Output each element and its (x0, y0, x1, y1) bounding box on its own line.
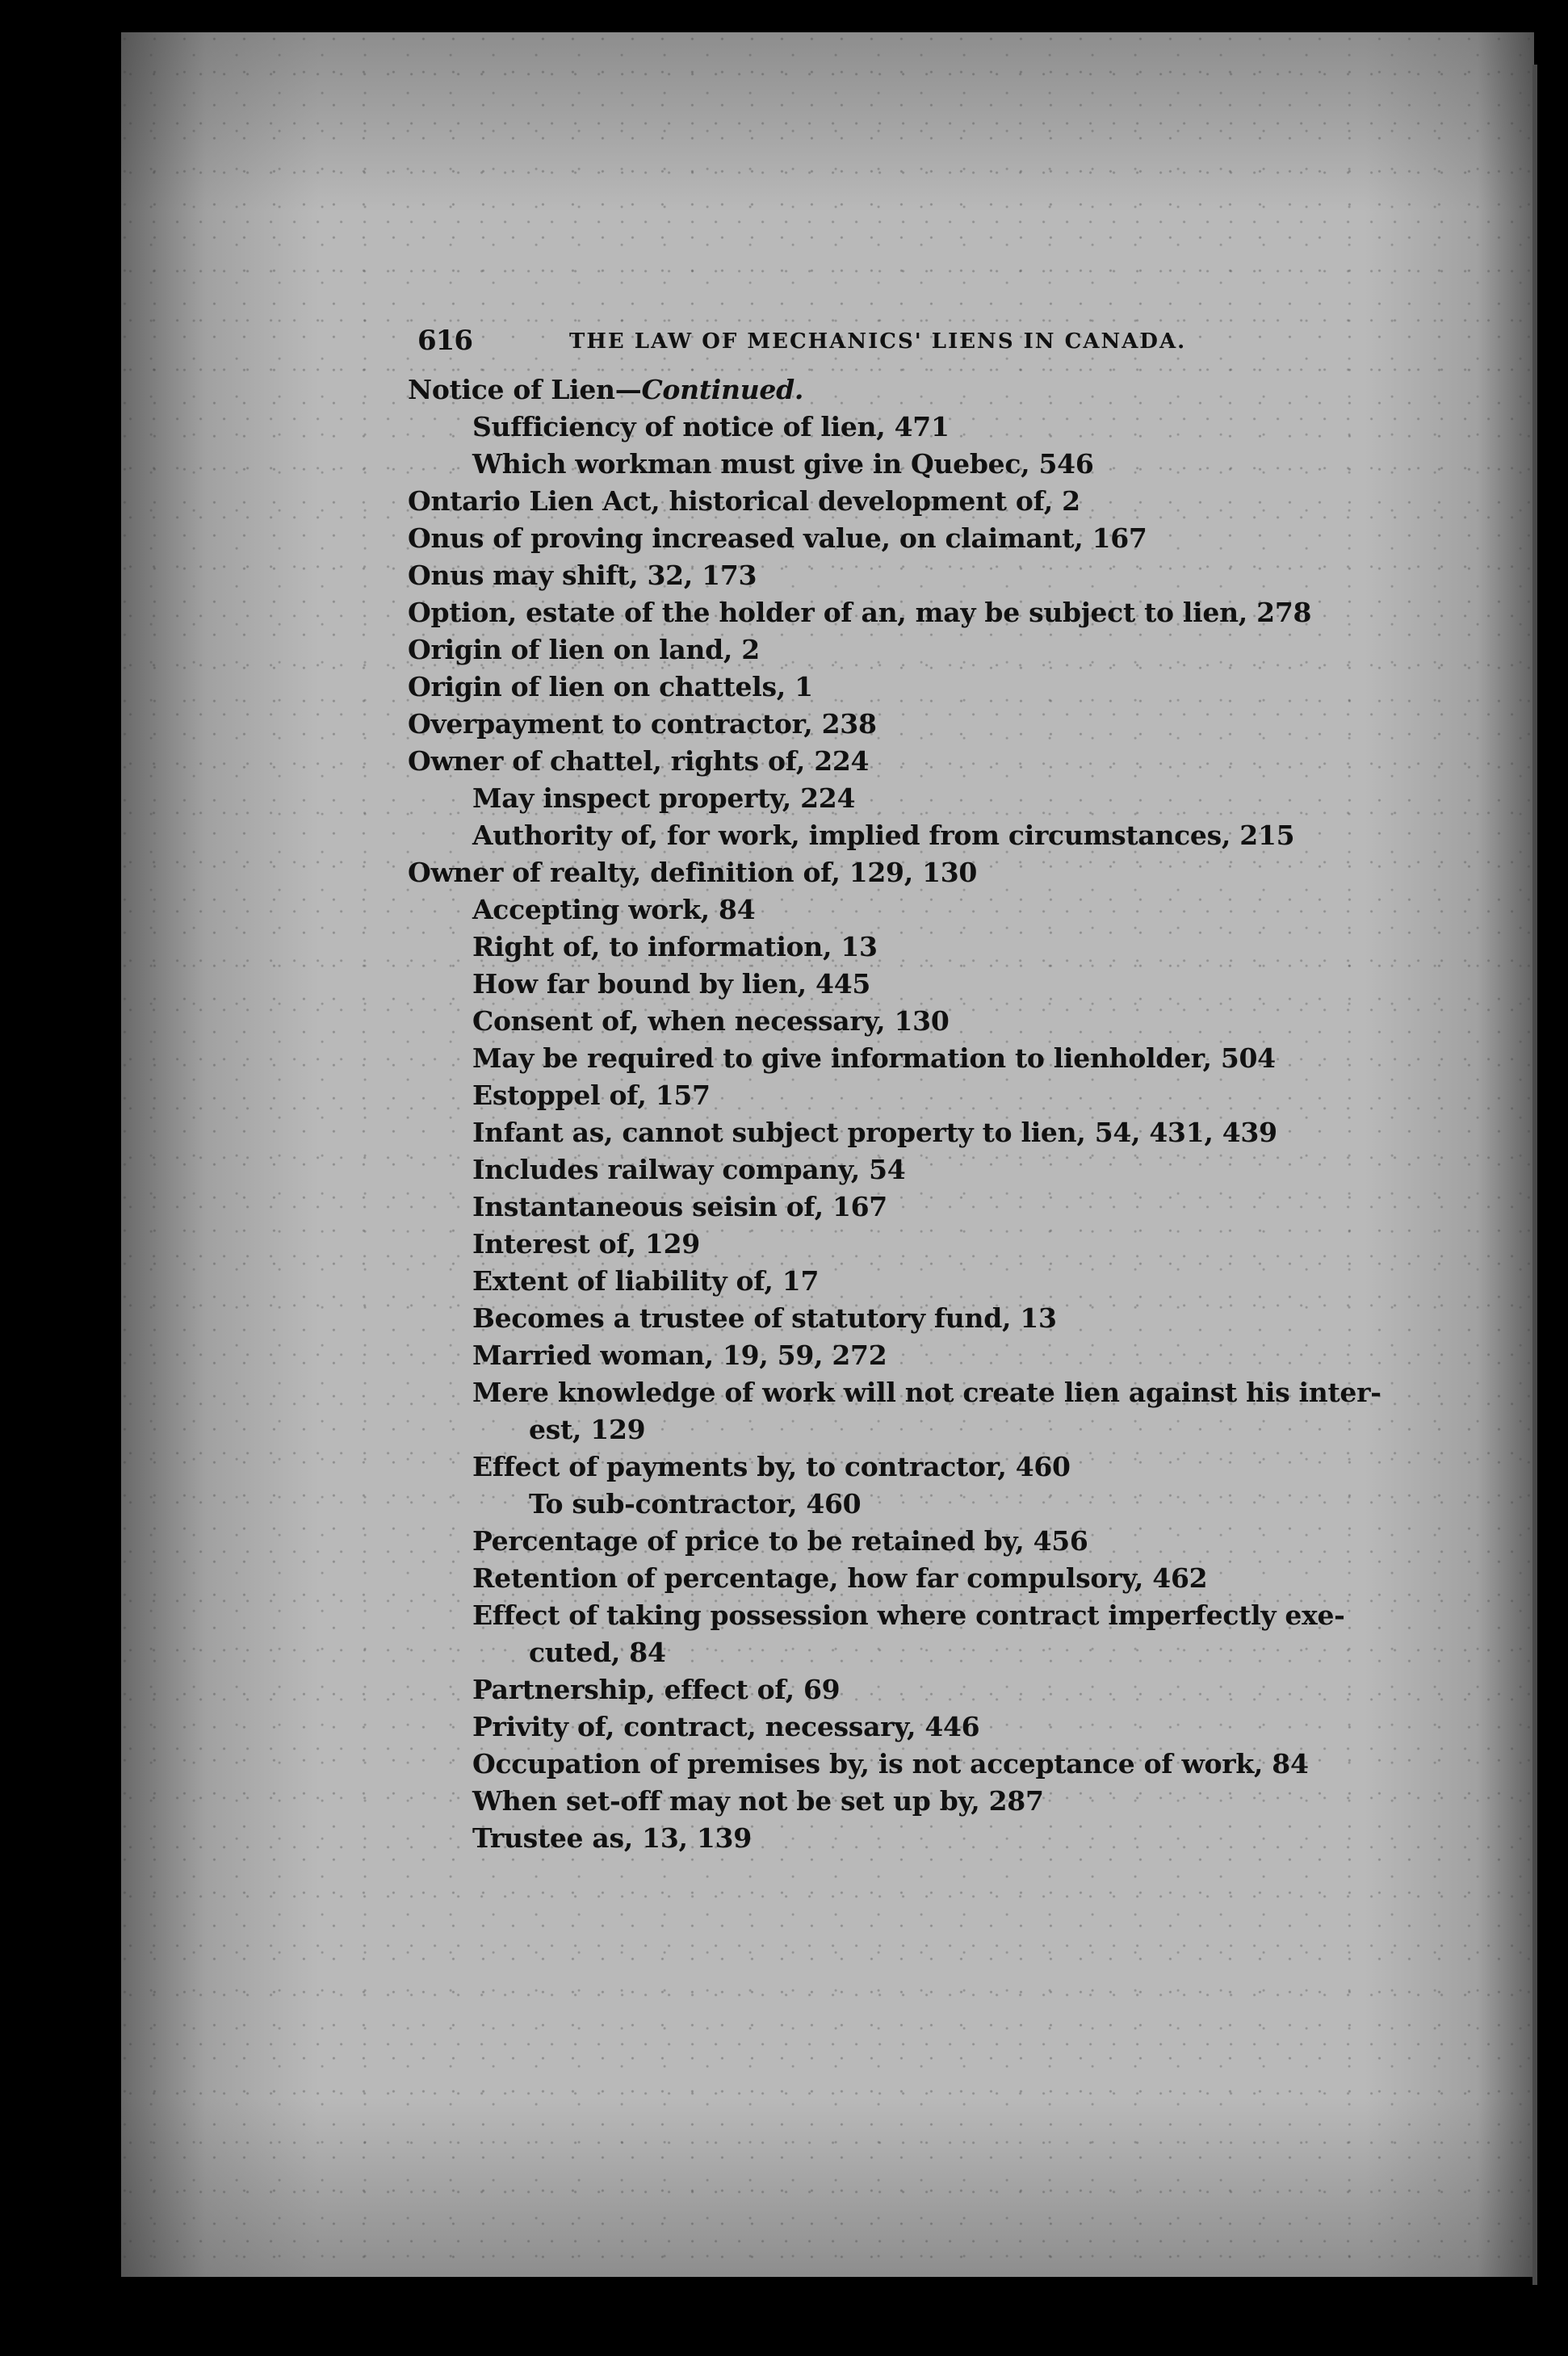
index-entry: Overpayment to contractor, 238 (408, 708, 877, 740)
index-subentry: Right of, to information, 13 (472, 931, 878, 962)
index-entry: Option, estate of the holder of an, may be subject to lien, 278 (408, 597, 1312, 628)
index-subentry: Trustee as, 13, 139 (472, 1822, 752, 1854)
continued-label: Continued. (641, 374, 804, 405)
index-subentry: Interest of, 129 (472, 1228, 700, 1260)
index-subsubentry: To sub-contractor, 460 (529, 1488, 862, 1520)
index-entry: Ontario Lien Act, historical development of, 2 (408, 485, 1080, 517)
index-subentry: Retention of percentage, how far compulsory, 462 (472, 1562, 1208, 1594)
index-subentry: Occupation of premises by, is not acceptance of work, 84 (472, 1748, 1309, 1780)
index-subentry: Married woman, 19, 59, 272 (472, 1339, 887, 1371)
index-subentry: Effect of payments by, to contractor, 460 (472, 1451, 1071, 1482)
page-edge (1532, 65, 1537, 2285)
index-subentry: Partnership, effect of, 69 (472, 1674, 841, 1705)
index-continuation: cuted, 84 (529, 1637, 666, 1668)
index-entry: Origin of lien on chattels, 1 (408, 671, 813, 702)
entry-text: Notice of Lien— (408, 374, 642, 405)
index-subentry: Percentage of price to be retained by, 456 (472, 1525, 1088, 1557)
index-subentry: Consent of, when necessary, 130 (472, 1005, 950, 1037)
index-subentry: Estoppel of, 157 (472, 1079, 711, 1111)
index-entry: Owner of chattel, rights of, 224 (408, 745, 870, 777)
index-subentry: Instantaneous seisin of, 167 (472, 1191, 887, 1222)
index-subentry: How far bound by lien, 445 (472, 968, 871, 1000)
index-subentry: Includes railway company, 54 (472, 1154, 906, 1185)
index-entry: Onus may shift, 32, 173 (408, 560, 757, 591)
index-subentry: Infant as, cannot subject property to lien, 54, 431, 439 (472, 1117, 1277, 1148)
index-subentry: Effect of taking possession where contract imperfectly exe- (472, 1599, 1345, 1631)
film-border (1539, 0, 1568, 2356)
page-header (408, 323, 1377, 371)
index-entry (408, 371, 1377, 409)
index-subentry: May inspect property, 224 (472, 782, 856, 814)
index-entry: Onus of proving increased value, on claimant, 167 (408, 522, 1147, 554)
index-subentry: Privity of, contract, necessary, 446 (472, 1711, 980, 1742)
index-text-block (408, 323, 1381, 1857)
page-number: 616 (417, 325, 472, 357)
index-subentry: Mere knowledge of work will not create lien against his inter- (472, 1377, 1381, 1408)
index-subentry: Extent of liability of, 17 (472, 1265, 820, 1297)
index-subentry: Sufficiency of notice of lien, 471 (472, 411, 950, 442)
index-subentry: Which workman must give in Quebec, 546 (472, 448, 1094, 480)
index-subentry: Becomes a trustee of statutory fund, 13 (472, 1302, 1057, 1334)
index-entry: Origin of lien on land, 2 (408, 634, 760, 665)
index-continuation: est, 129 (529, 1414, 646, 1445)
running-title: THE LAW OF MECHANICS' LIENS IN CANADA. (569, 329, 1187, 354)
index-subentry: Accepting work, 84 (472, 894, 756, 925)
index-subentry: May be required to give information to lienholder, 504 (472, 1042, 1276, 1074)
index-subentry: When set-off may not be set up by, 287 (472, 1785, 1044, 1817)
index-entry: Owner of realty, definition of, 129, 130 (408, 857, 978, 888)
index-subentry: Authority of, for work, implied from circumstances, 215 (472, 820, 1295, 851)
